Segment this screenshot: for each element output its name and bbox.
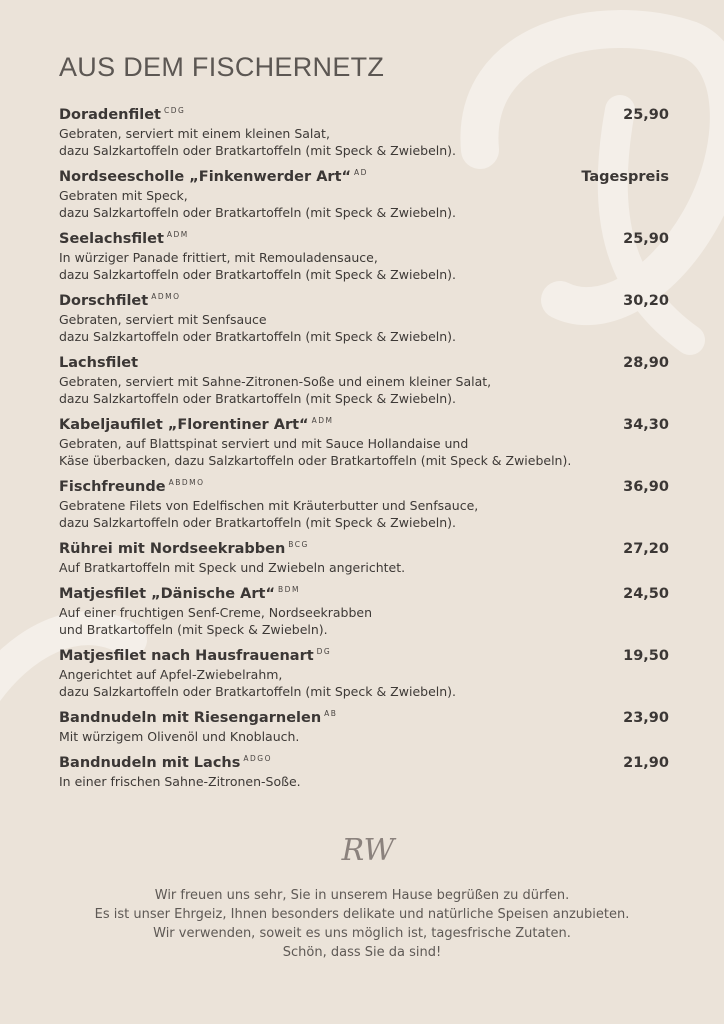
allergen-codes: ADM xyxy=(311,416,334,425)
item-name: Dorschfilet $^{ADMO}$ xyxy=(59,292,181,309)
item-description: Angerichtet auf Apfel-Zwiebelrahm, dazu Salzkartoffeln oder Bratkartoffeln (mit Speck & Zwiebeln). xyxy=(59,667,457,699)
menu-item xyxy=(59,106,669,157)
item-name: Fischfreunde $^{ABDMO}$ xyxy=(59,478,205,495)
allergen-codes: AB xyxy=(324,709,338,718)
item-description: Auf einer fruchtigen Senf-Creme, Nordseekrabben und Bratkartoffeln (mit Speck & Zwiebeln). xyxy=(59,605,373,637)
menu-item xyxy=(59,540,669,574)
allergen-codes: ADGO xyxy=(243,754,272,763)
menu-item xyxy=(59,647,669,698)
item-price: 30,20 xyxy=(623,293,669,309)
item-price: 24,50 xyxy=(623,586,669,602)
allergen-codes: AD xyxy=(354,168,368,177)
item-description: Gebraten, serviert mit Sahne-Zitronen-Soße und einem kleiner Salat, dazu Salzkartoffeln oder Bratkartoffeln (mit Speck & Zwiebeln). xyxy=(59,374,492,406)
footer-line: Wir verwenden, soweit es uns möglich ist, tagesfrische Zutaten. xyxy=(153,926,571,941)
item-description: Gebraten mit Speck, dazu Salzkartoffeln oder Bratkartoffeln (mit Speck & Zwiebeln). xyxy=(59,188,457,220)
item-name: Bandnudeln mit Riesengarnelen $^{AB}$ xyxy=(59,709,338,726)
item-description: In würziger Panade frittiert, mit Remouladensauce, dazu Salzkartoffeln oder Bratkartoffeln (mit Speck & Zwiebeln). xyxy=(59,250,457,282)
footer-line: Schön, dass Sie da sind! xyxy=(282,945,442,960)
item-name: Matjesfilet nach Hausfrauenart $^{DG}$ xyxy=(59,647,332,664)
item-price: 25,90 xyxy=(623,231,669,247)
footer-line: Wir freuen uns sehr, Sie in unserem Hause begrüßen zu dürfen. xyxy=(154,888,570,903)
allergen-codes: BDM xyxy=(278,585,300,594)
menu-item xyxy=(59,709,669,743)
item-description: In einer frischen Sahne-Zitronen-Soße. xyxy=(59,774,301,789)
item-description: Gebratene Filets von Edelfischen mit Kräuterbutter und Senfsauce, dazu Salzkartoffeln oder Bratkartoffeln (mit Speck & Zwiebeln). xyxy=(59,498,479,530)
item-description: Gebraten, serviert mit einem kleinen Salat, dazu Salzkartoffeln oder Bratkartoffeln (mit Speck & Zwiebeln). xyxy=(59,126,457,158)
item-description: Gebraten, serviert mit Senfsauce dazu Salzkartoffeln oder Bratkartoffeln (mit Speck & Zwiebeln). xyxy=(59,312,457,344)
allergen-codes: CDG xyxy=(163,106,186,115)
item-name: Kabeljaufilet „Florentiner Art“ $^{ADM}$ xyxy=(59,416,334,433)
page-title: AUS DEM FISCHERNETZ xyxy=(59,52,385,82)
menu-item xyxy=(59,230,669,281)
menu-item xyxy=(59,754,669,788)
allergen-codes: BCG xyxy=(288,540,309,549)
item-price: 25,90 xyxy=(623,107,669,123)
menu-item xyxy=(59,354,669,405)
menu-item xyxy=(59,168,669,219)
item-description: Gebraten, auf Blattspinat serviert und mit Sauce Hollandaise und Käse überbacken, dazu Salzkartoffeln oder Bratkartoffeln (mit Speck & Zwiebeln). xyxy=(59,436,572,468)
item-name: Doradenfilet $^{CDG}$ xyxy=(59,106,186,123)
item-name: Seelachsfilet $^{ADM}$ xyxy=(59,230,189,247)
footer-message xyxy=(0,886,724,962)
item-price: Tagespreis xyxy=(581,169,669,185)
menu-item xyxy=(59,478,669,529)
allergen-codes: ABDMO xyxy=(168,478,205,487)
item-price: 21,90 xyxy=(623,755,669,771)
item-name: Bandnudeln mit Lachs $^{ADGO}$ xyxy=(59,754,272,771)
item-price: 27,20 xyxy=(623,541,669,557)
svg-text:RW: RW xyxy=(341,833,395,868)
item-description: Mit würzigem Olivenöl und Knoblauch. xyxy=(59,729,300,744)
allergen-codes: DG xyxy=(316,647,332,656)
item-price: 23,90 xyxy=(623,710,669,726)
item-price: 36,90 xyxy=(623,479,669,495)
item-price: 19,50 xyxy=(623,648,669,664)
allergen-codes: ADM xyxy=(166,230,189,239)
footer-line: Es ist unser Ehrgeiz, Ihnen besonders delikate und natürliche Speisen anzubieten. xyxy=(94,907,630,922)
item-description: Auf Bratkartoffeln mit Speck und Zwiebeln angerichtet. xyxy=(59,560,406,575)
item-name: Matjesfilet „Dänische Art“ $^{BDM}$ xyxy=(59,585,300,602)
item-name: Nordseescholle „Finkenwerder Art“ $^{AD}$ xyxy=(59,168,368,185)
allergen-codes: ADMO xyxy=(151,292,181,301)
item-price: 34,30 xyxy=(623,417,669,433)
item-name: Rührei mit Nordseekrabben $^{BCG}$ xyxy=(59,540,309,557)
menu-list xyxy=(59,106,669,788)
menu-item xyxy=(59,292,669,343)
menu-item xyxy=(59,416,669,467)
item-name: Lachsfilet xyxy=(59,355,139,371)
menu-item xyxy=(59,585,669,636)
rw-monogram-logo xyxy=(326,826,410,874)
item-price: 28,90 xyxy=(623,355,669,371)
